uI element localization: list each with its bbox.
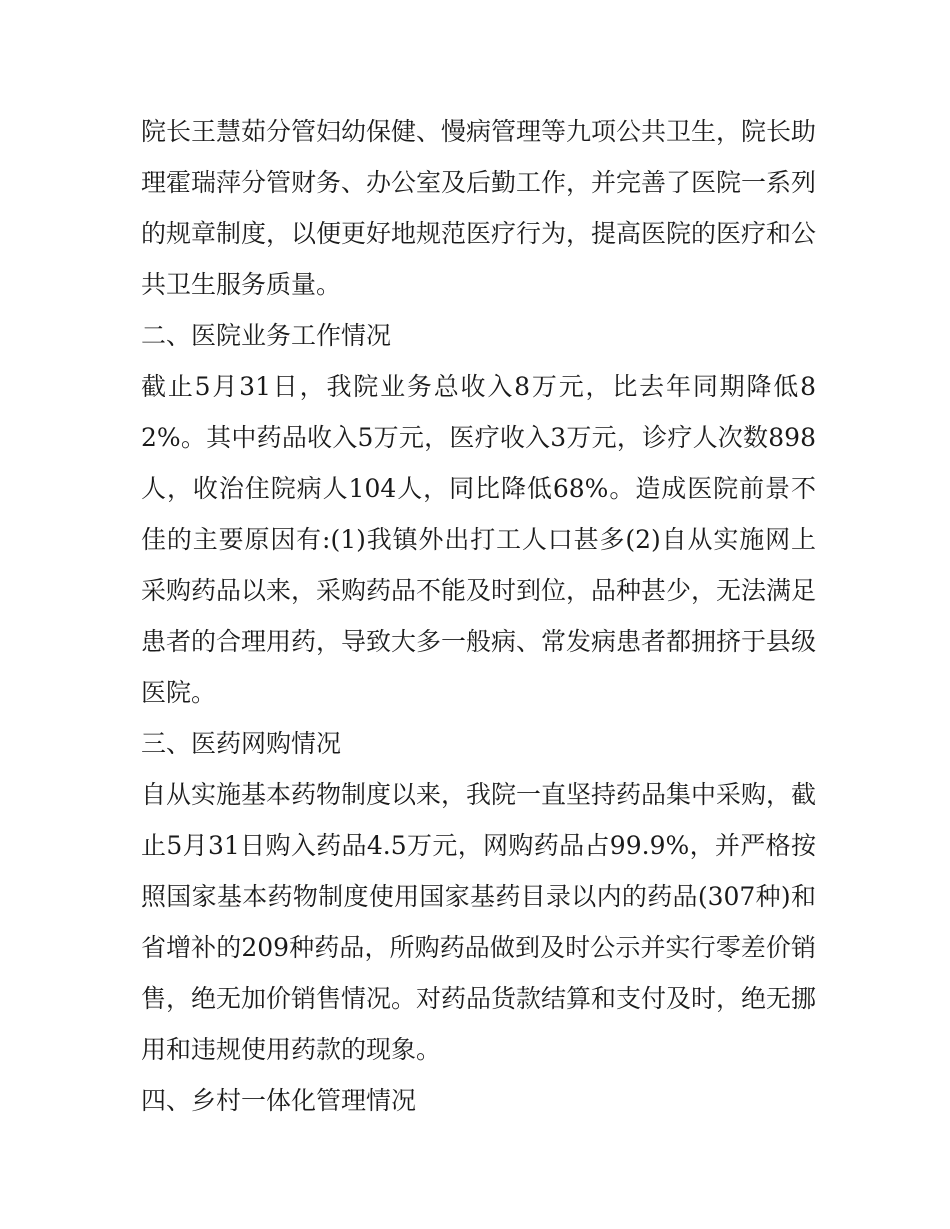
section-heading-online-purchase: 三、医药网购情况 [141, 729, 342, 758]
section-heading-integration: 四、乡村一体化管理情况 [141, 1086, 417, 1115]
document-body [141, 106, 816, 1126]
paragraph-business: 截止5月31日，我院业务总收入8万元，比去年同期降低82%。其中药品收入5万元，医疗收入3万元，诊疗人次数898人，收治住院病人104人，同比降低68%。造成医院前景不佳的主要原因有:(1)我镇外出打工人口甚多(2)自从实施网上采购药品以来，采购药品不能及时到位，品种甚少，无法满足患者的合理用药，导致大多一般病、常发病患者都拥挤于县级医院。 [141, 372, 817, 707]
section-heading-business: 二、医院业务工作情况 [141, 321, 392, 350]
paragraph-online-purchase: 自从实施基本药物制度以来，我院一直坚持药品集中采购，截止5月31日购入药品4.5万元，网购药品占99.9%，并严格按照国家基本药物制度使用国家基药目录以内的药品(307种)和省增补的209种药品，所购药品做到及时公示并实行零差价销售，绝无加价销售情况。对药品货款结算和支付及时，绝无挪用和违规使用药款的现象。 [141, 780, 817, 1064]
paragraph-leadership: 院长王慧茹分管妇幼保健、慢病管理等九项公共卫生，院长助理霍瑞萍分管财务、办公室及后勤工作，并完善了医院一系列的规章制度，以便更好地规范医疗行为，提高医院的医疗和公共卫生服务质量。 [141, 117, 817, 299]
